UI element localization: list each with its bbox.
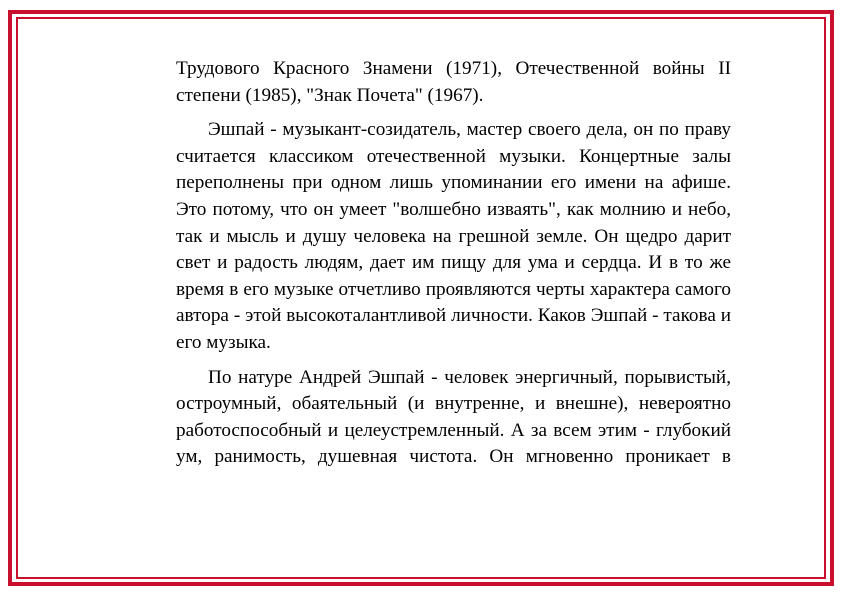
paragraph-character: По натуре Андрей Эшпай - человек энергичный, порывистый, остроумный, обаятельный (и внутренне, и внешне), невероятно работоспособный и целеустремленный. А за всем этим - глубокий ум, ранимость, душевная чистота. Он мгновенно проникает в [176, 366, 731, 468]
paragraph-musician: Эшпай - музыкант-созидатель, мастер своего дела, он по праву считается классиком отечественной музыки. Концертные залы переполнены при одном лишь упоминании его имени на афише. Это потому, что он умеет "волшебно изваять", как молнию и небо, так и мысль и душу человека на грешной земле. Он щедро дарит свет и радость людям, дает им пищу для ума и сердца. И в то же время в его музыке отчетливо проявляются черты характера самого автора - этой высокоталантливой личности. Каков Эшпай - такова и его музыка. [176, 119, 731, 353]
paragraph-awards: Трудового Красного Знамени (1971), Отечественной войны II степени (1985), "Знак Почета" (1967). [176, 58, 731, 106]
document-page [176, 56, 731, 471]
